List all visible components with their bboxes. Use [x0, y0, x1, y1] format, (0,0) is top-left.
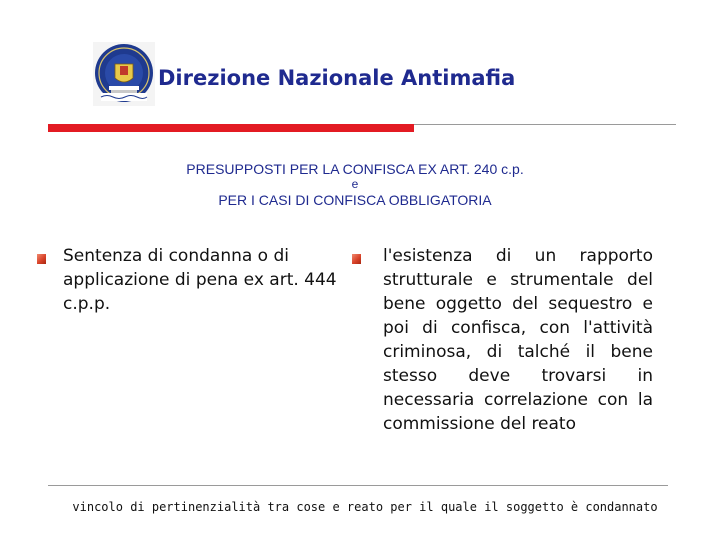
footer-text: vincolo di pertinenzialità tra cose e reato per il quale il soggetto è condannato — [72, 500, 658, 514]
left-column-text: Sentenza di condanna o di applicazione di pena ex art. 444 c.p.p. — [63, 246, 337, 314]
heading-line-3: PER I CASI DI CONFISCA OBBLIGATORIA — [218, 192, 492, 209]
footer-rule — [48, 485, 668, 486]
heading-line-2: e — [351, 177, 359, 192]
red-square-bullet-icon — [37, 254, 46, 264]
slide-heading — [90, 160, 620, 210]
dna-logo-icon — [93, 42, 155, 106]
red-square-bullet-icon — [352, 254, 361, 264]
heading-line-1: PRESUPPOSTI PER LA CONFISCA EX ART. 240 c.p. — [186, 161, 524, 177]
right-column-text: l'esistenza di un rapporto strutturale e strumentale del bene oggetto del sequestro e poi di confisca, con l'attività criminosa, di talché il bene stesso deve trovarsi in necessaria correlazione con la commissione del reato — [383, 246, 653, 434]
seal-emblem-icon — [93, 42, 155, 106]
org-title: Direzione Nazionale Antimafia — [158, 66, 516, 90]
header-accent-bar — [48, 124, 414, 132]
header-rule — [414, 124, 676, 125]
